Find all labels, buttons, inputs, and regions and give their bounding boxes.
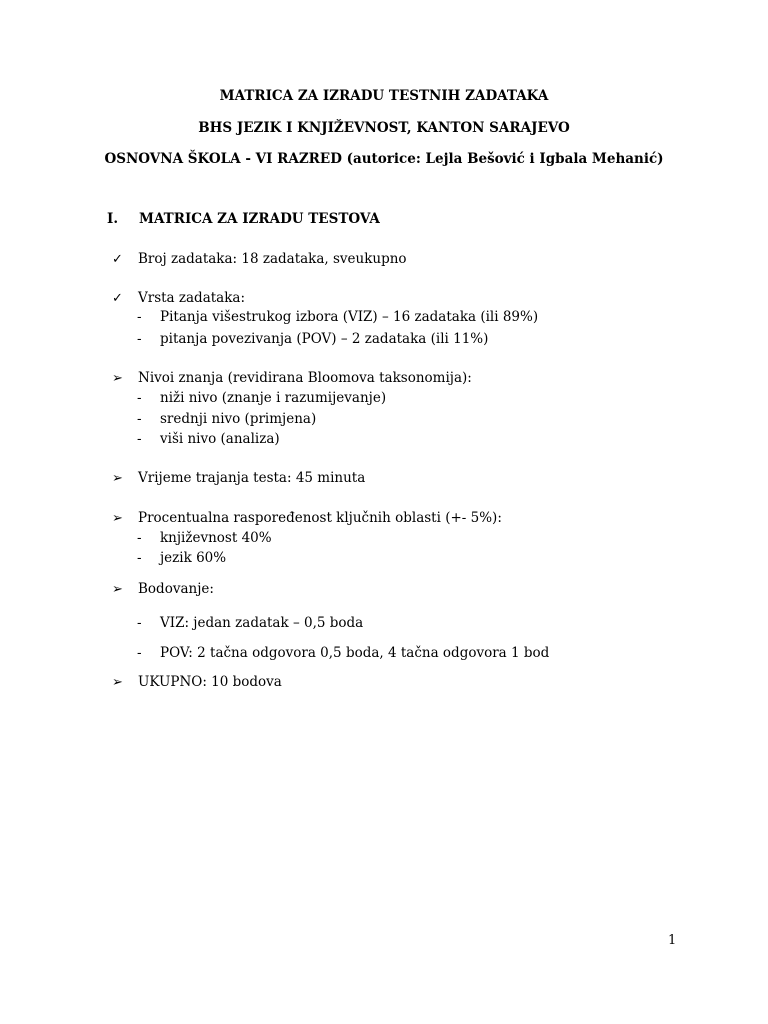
dash-bullet: - bbox=[137, 411, 142, 427]
arrowhead-bullet-icon: ➢ bbox=[112, 675, 123, 690]
check-mark-icon: ✓ bbox=[112, 252, 123, 267]
list-item-label: Vrijeme trajanja testa: 45 minuta bbox=[138, 470, 366, 486]
page-number: 1 bbox=[668, 933, 677, 948]
sub-item-label: srednji nivo (primjena) bbox=[160, 411, 317, 427]
sub-item-label: viši nivo (analiza) bbox=[160, 431, 280, 447]
document-title: MATRICA ZA IZRADU TESTNIH ZADATAKA bbox=[219, 88, 549, 104]
list-item-label: Bodovanje: bbox=[138, 581, 214, 597]
sub-item-jezik bbox=[137, 549, 226, 567]
section-number: I. bbox=[107, 211, 119, 227]
sub-item-label: književnost 40% bbox=[160, 530, 272, 546]
sub-item-label: pitanja povezivanja (POV) – 2 zadataka (ili 11%) bbox=[160, 331, 489, 347]
list-item-label: Broj zadataka: 18 zadataka, sveukupno bbox=[138, 251, 407, 267]
dash-bullet: - bbox=[137, 331, 142, 347]
sub-item-pov-bodovanje bbox=[137, 644, 549, 662]
sub-item-nizi-nivo bbox=[137, 389, 386, 407]
sub-item-viz bbox=[137, 308, 538, 326]
dash-bullet: - bbox=[137, 615, 142, 631]
sub-item-label: jezik 60% bbox=[160, 550, 227, 566]
sub-item-label: VIZ: jedan zadatak – 0,5 boda bbox=[160, 615, 364, 631]
list-item-procentualna-rasporedjenost bbox=[112, 509, 502, 528]
list-item-vrsta-zadataka bbox=[112, 289, 245, 308]
dash-bullet: - bbox=[137, 390, 142, 406]
section-title: MATRICA ZA IZRADU TESTOVA bbox=[139, 211, 380, 227]
list-item-label: UKUPNO: 10 bodova bbox=[138, 674, 282, 690]
dash-bullet: - bbox=[137, 645, 142, 661]
section-heading bbox=[107, 211, 380, 227]
sub-item-knjizevnost bbox=[137, 529, 272, 547]
list-item-broj-zadataka bbox=[112, 250, 407, 269]
sub-item-label: POV: 2 tačna odgovora 0,5 boda, 4 tačna odgovora 1 bod bbox=[160, 645, 550, 661]
sub-item-viz-bodovanje bbox=[137, 614, 363, 632]
sub-item-label: niži nivo (znanje i razumijevanje) bbox=[160, 390, 387, 406]
list-item-ukupno bbox=[112, 673, 282, 692]
sub-item-pov bbox=[137, 330, 488, 348]
list-item-label: Nivoi znanja (revidirana Bloomova taksonomija): bbox=[138, 370, 472, 386]
sub-item-srednji-nivo bbox=[137, 410, 316, 428]
document-subtitle-authors: OSNOVNA ŠKOLA - VI RAZRED (autorice: Lejla Bešović i Igbala Mehanić) bbox=[104, 151, 664, 167]
sub-item-visi-nivo bbox=[137, 430, 280, 448]
dash-bullet: - bbox=[137, 530, 142, 546]
arrowhead-bullet-icon: ➢ bbox=[112, 371, 123, 386]
list-item-nivoi-znanja bbox=[112, 369, 472, 388]
dash-bullet: - bbox=[137, 550, 142, 566]
list-item-vrijeme-trajanja bbox=[112, 469, 365, 488]
document-subtitle: BHS JEZIK I KNJIŽEVNOST, KANTON SARAJEVO bbox=[198, 120, 570, 136]
list-item-bodovanje bbox=[112, 580, 214, 599]
dash-bullet: - bbox=[137, 431, 142, 447]
check-mark-icon: ✓ bbox=[112, 291, 123, 306]
dash-bullet: - bbox=[137, 309, 142, 325]
arrowhead-bullet-icon: ➢ bbox=[112, 511, 123, 526]
sub-item-label: Pitanja višestrukog izbora (VIZ) – 16 zadataka (ili 89%) bbox=[160, 309, 539, 325]
arrowhead-bullet-icon: ➢ bbox=[112, 582, 123, 597]
list-item-label: Procentualna raspoređenost ključnih oblasti (+- 5%): bbox=[138, 510, 502, 526]
arrowhead-bullet-icon: ➢ bbox=[112, 471, 123, 486]
list-item-label: Vrsta zadataka: bbox=[138, 290, 245, 306]
